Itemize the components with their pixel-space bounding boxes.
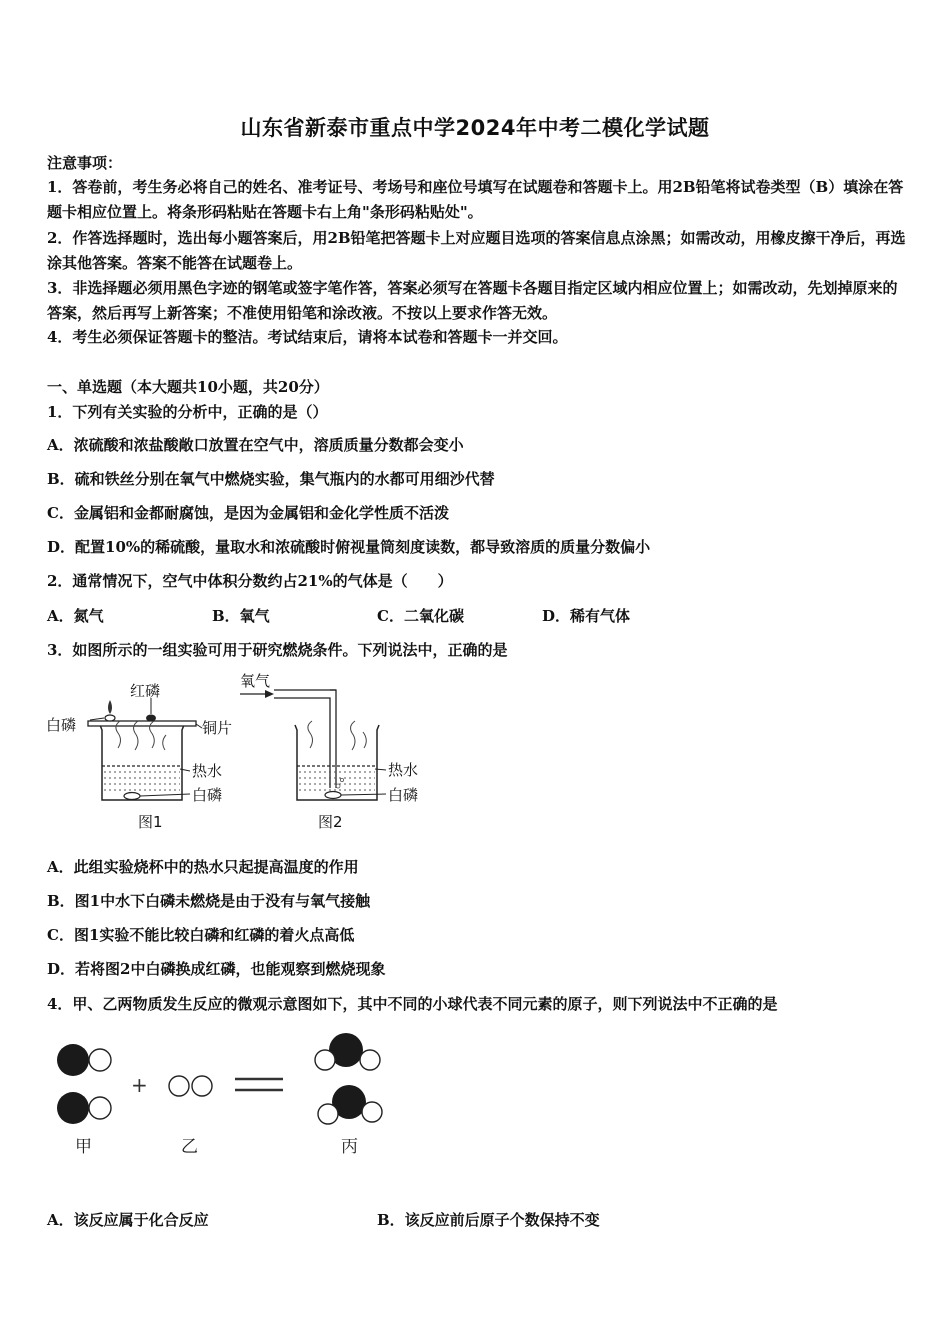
label-hot-water-2: 热水 [388, 761, 419, 779]
figure-1 [46, 682, 232, 831]
page-title: 山东省新泰市重点中学2024年中考二模化学试题 [240, 116, 710, 140]
q2-option-a: A．氮气 [47, 607, 104, 625]
q2-option-c: C．二氧化碳 [377, 607, 464, 625]
label-oxygen: 氧气 [240, 672, 271, 690]
section-heading: 一、单选题（本大题共10小题，共20分） [47, 378, 329, 396]
combustion-experiment-figure [40, 670, 440, 835]
copper-plate [88, 721, 196, 726]
label-bing: 丙 [341, 1137, 358, 1157]
q1-option-b: B．硫和铁丝分别在氧气中燃烧实验，集气瓶内的水都可用细沙代替 [47, 470, 495, 488]
notice-item-4: 4．考生必须保证答题卡的整洁。考试结束后，请将本试卷和答题卡一并交回。 [47, 328, 568, 346]
label-white-phosphorus-1: 白磷 [192, 786, 223, 804]
product-bing [315, 1033, 382, 1124]
q1-stem: 1．下列有关实验的分析中，正确的是（） [47, 403, 328, 421]
notice-item-3: 3．非选择题必须用黑色字迹的钢笔或签字笔作答，答案必须写在答题卡各题目指定区域内相应位置上；如需改动，先划掉原来的答案，然后再写上新答案；不准使用铅笔和涂改液。不按以上要求作答无效。 [47, 279, 898, 322]
q2-option-d: D．稀有气体 [542, 607, 631, 625]
label-jia: 甲 [75, 1137, 92, 1157]
figure-2-caption: 图2 [318, 813, 343, 831]
q1-option-c: C．金属铝和金都耐腐蚀，是因为金属铝和金化学性质不活泼 [47, 504, 449, 522]
q2-stem: 2．通常情况下，空气中体积分数约占21%的气体是（ ） [47, 572, 453, 590]
label-hot-water-1: 热水 [192, 762, 223, 780]
figure-1-caption: 图1 [138, 813, 163, 831]
q4-option-a: A．该反应属于化合反应 [47, 1211, 209, 1229]
label-white-phosphorus-top: 白磷 [46, 716, 77, 734]
figure-2 [240, 672, 418, 831]
q4-stem: 4．甲、乙两物质发生反应的微观示意图如下，其中不同的小球代表不同元素的原子，则下列说法中不正确的是 [47, 995, 778, 1013]
plus-sign: + [131, 1073, 148, 1097]
q3-option-d: D．若将图2中白磷换成红磷，也能观察到燃烧现象 [47, 960, 386, 978]
q3-option-a: A．此组实验烧杯中的热水只起提高温度的作用 [47, 858, 359, 876]
q1-option-a: A．浓硫酸和浓盐酸敞口放置在空气中，溶质质量分数都会变小 [47, 436, 464, 454]
reactant-yi [169, 1076, 212, 1096]
label-white-phosphorus-2: 白磷 [388, 786, 419, 804]
q3-option-c: C．图1实验不能比较白磷和红磷的着火点高低 [47, 926, 355, 944]
flame-icon [108, 700, 112, 714]
q2-options [47, 605, 667, 626]
notice-item-1: 1．答卷前，考生务必将自己的姓名、准考证号、考场号和座位号填写在试题卷和答题卡上。用2B铅笔将试卷类型（B）填涂在答题卡相应位置上。将条形码粘贴在答题卡右上角"条形码粘贴处"。 [47, 178, 904, 221]
q2-option-b: B．氧气 [212, 607, 270, 625]
label-yi: 乙 [181, 1137, 198, 1157]
q1-option-d: D．配置10%的稀硫酸，量取水和浓硫酸时俯视量筒刻度读数，都导致溶质的质量分数偏小 [47, 538, 651, 556]
q4-option-b: B．该反应前后原子个数保持不变 [377, 1211, 600, 1229]
reaction-microscopic-figure [45, 1030, 405, 1165]
notice-heading: 注意事项： [47, 154, 123, 172]
label-red-phosphorus: 红磷 [130, 682, 161, 700]
reactant-jia [57, 1044, 111, 1124]
q3-stem: 3．如图所示的一组实验可用于研究燃烧条件。下列说法中，正确的是 [47, 641, 508, 659]
label-copper-plate: 铜片 [202, 719, 233, 737]
notice-item-2: 2．作答选择题时，选出每小题答案后，用2B铅笔把答题卡上对应题目选项的答案信息点涂黑；如需改动，用橡皮擦干净后，再选涂其他答案。答案不能答在试题卷上。 [47, 229, 906, 272]
q3-option-b: B．图1中水下白磷未燃烧是由于没有与氧气接触 [47, 892, 371, 910]
